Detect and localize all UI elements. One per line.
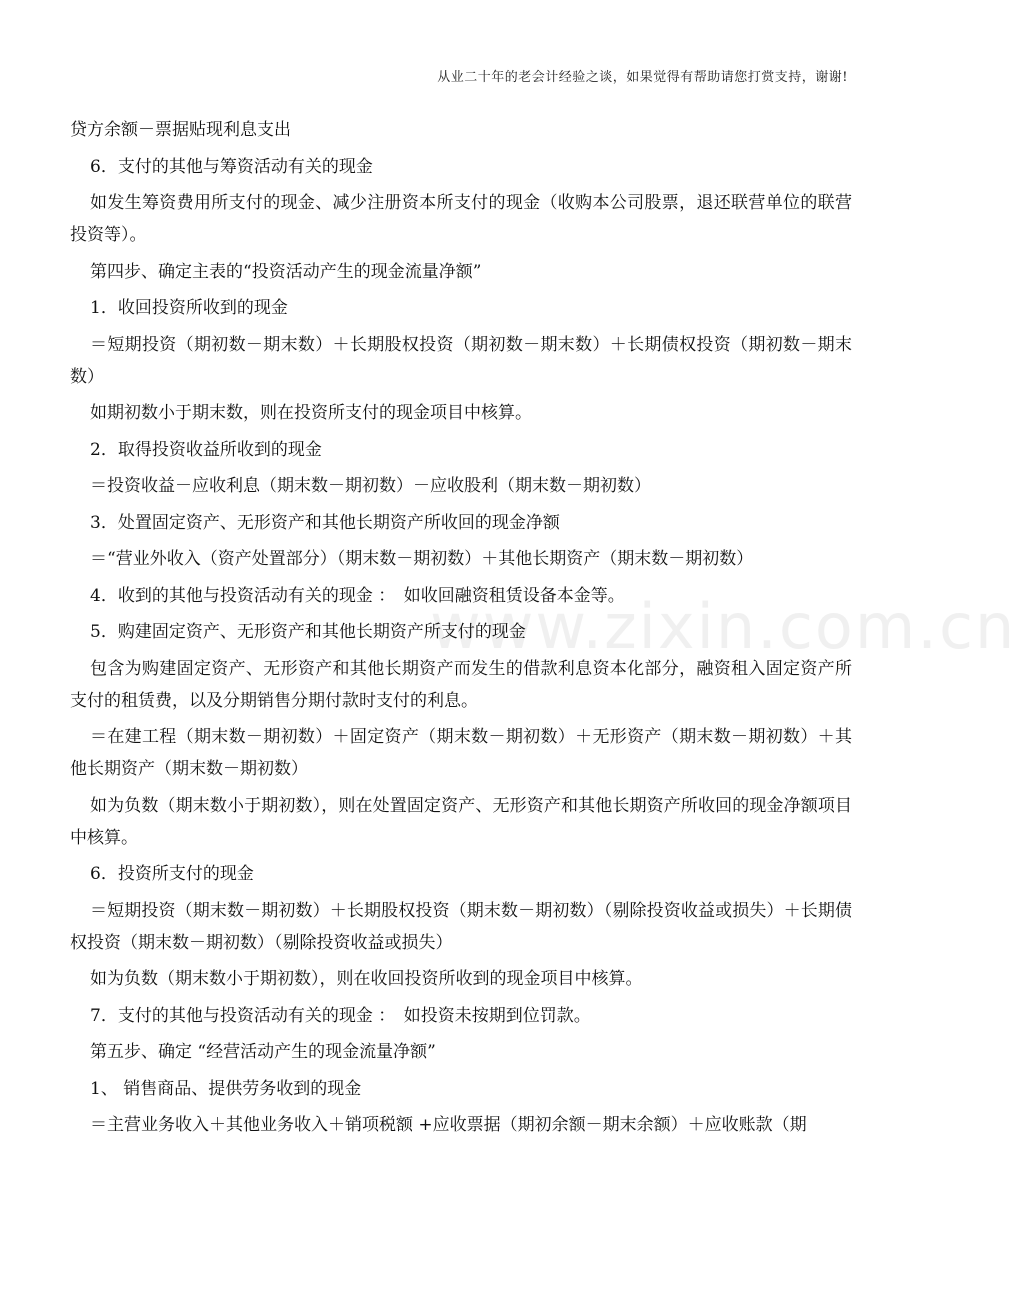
document-body — [70, 114, 852, 1146]
header-note: 从业二十年的老会计经验之谈，如果觉得有帮助请您打赏支持，谢谢! — [437, 70, 848, 85]
text-line: ＝在建工程（期末数－期初数）＋固定资产（期末数－期初数）＋无形资产（期末数－期初数）＋其他长期资产（期末数－期初数） — [70, 727, 852, 779]
text-line: 1．收回投资所收到的现金 — [90, 298, 288, 318]
watermark-text: www.zixin.com.cn — [430, 590, 1016, 663]
text-line: 贷方余额－票据贴现利息支出 — [70, 120, 291, 140]
text-line: 如发生筹资费用所支付的现金、减少注册资本所支付的现金（收购本公司股票，退还联营单位的联营投资等）。 — [70, 193, 852, 245]
text-line: 2．取得投资收益所收到的现金 — [90, 439, 322, 460]
text-line: 5．购建固定资产、无形资产和其他长期资产所支付的现金 — [90, 622, 526, 642]
text-line: 包含为购建固定资产、无形资产和其他长期资产而发生的借款利息资本化部分，融资租入固定资产所支付的租赁费，以及分期销售分期付款时支付的利息。 — [70, 658, 852, 711]
text-line: 6．支付的其他与筹资活动有关的现金 — [90, 156, 373, 177]
text-line: 如期初数小于期末数，则在投资所支付的现金项目中核算。 — [90, 403, 532, 423]
text-line: ＝短期投资（期初数－期末数）＋长期股权投资（期初数－期末数）＋长期债权投资（期初数－期末数） — [70, 334, 852, 387]
text-line: 如为负数（期末数小于期初数），则在处置固定资产、无形资产和其他长期资产所收回的现金净额项目中核算。 — [70, 795, 852, 848]
text-line: 7．支付的其他与投资活动有关的现金 ： 如投资未按期到位罚款。 — [90, 1005, 591, 1026]
text-line: 4．收到的其他与投资活动有关的现金 ： 如收回融资租赁设备本金等。 — [90, 585, 625, 606]
text-line: 1、 销售商品、提供劳务收到的现金 — [90, 1078, 362, 1099]
text-line: ＝主营业务收入＋其他业务收入＋销项税额 +应收票据（期初余额－期末余额）＋应收账款（期 — [90, 1115, 807, 1135]
text-line: 第五步、确定 “经营活动产生的现金流量净额” — [90, 1042, 436, 1062]
text-line: 如为负数（期末数小于期初数），则在收回投资所收到的现金项目中核算。 — [90, 969, 643, 989]
text-line: 3．处置固定资产、无形资产和其他长期资产所收回的现金净额 — [90, 512, 560, 533]
text-line: ＝短期投资（期末数－期初数）＋长期股权投资（期末数－期初数）（剔除投资收益或损失）＋长期债权投资（期末数－期初数）（剔除投资收益或损失） — [70, 900, 852, 953]
text-line: ＝“营业外收入（资产处置部分）（期末数－期初数）＋其他长期资产（期末数－期初数） — [90, 549, 754, 569]
text-line: 6．投资所支付的现金 — [90, 864, 254, 884]
text-line: ＝投资收益－应收利息（期末数－期初数）－应收股利（期末数－期初数） — [90, 476, 651, 496]
text-line: 第四步、确定主表的“投资活动产生的现金流量净额” — [90, 261, 482, 282]
